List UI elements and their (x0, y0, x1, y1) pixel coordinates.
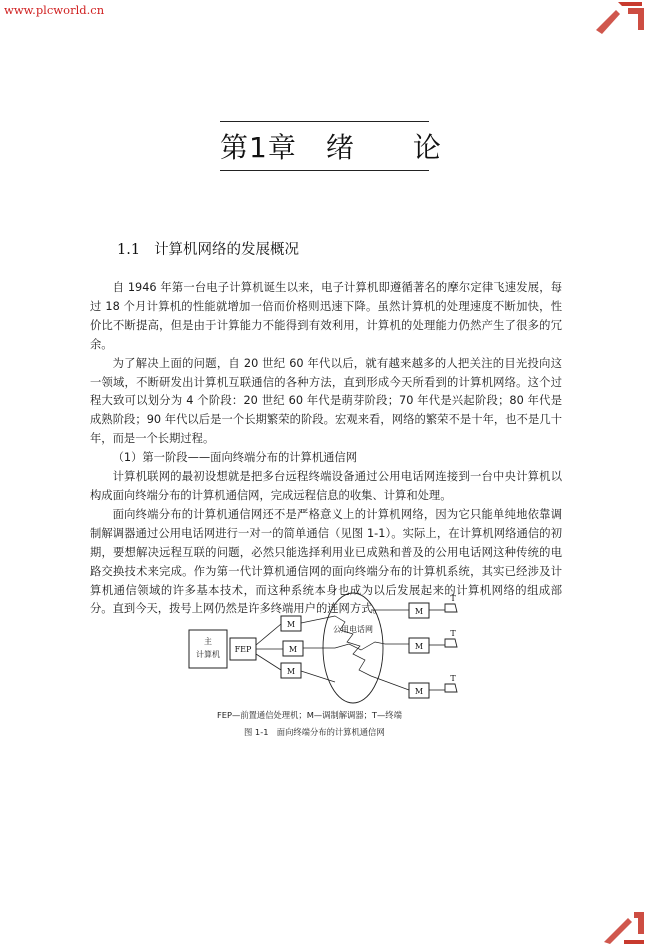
paragraph: 为了解决上面的问题，自 20 世纪 60 年代以后，就有越来越多的人把关注的目光投向这一领域，不断研发出计算机互联通信的各种方法，直到形成今天所看到的计算机网络。这个过程大致可以划分为 4 个阶段：20 世纪 60 年代是萌芽阶段；70 年代是兴起阶段；80 年代是成熟阶段；90 年代以后是一个长期繁荣的阶段。宏观来看，网络的繁荣不是十年，也不是几十年，而是一个长期过程。 (90, 356, 562, 446)
modem-label: M (414, 607, 424, 616)
paragraph: 自 1946 年第一台电子计算机诞生以来，电子计算机即遵循著名的摩尔定律飞速发展，每过 18 个月计算机的性能就增加一倍而价格则迅速下降。虽然计算机的处理速度不断加快，性价比不断提高，但是由于计算能力不能得到有效利用，计算机的处理能力仍然产生了很多的冗余。 (90, 281, 562, 351)
terminal-label: T (450, 594, 456, 603)
terminal-icon (445, 629, 457, 647)
section-title: 计算机网络的发展概况 (154, 242, 300, 258)
chapter-rule-top (220, 121, 429, 122)
chapter-rule-bottom (220, 170, 429, 171)
section-number: 1.1 (117, 242, 141, 258)
figure-legend: FEP—前置通信处理机；M—调制解调器；T—终端 (217, 710, 402, 720)
figure-network-diagram (185, 590, 475, 708)
seal-stamp-icon (588, 0, 648, 40)
paragraph: 计算机联网的最初设想就是把多台远程终端设备通过公用电话网连接到一台中央计算机以构成面向终端分布的计算机通信网，完成远程信息的收集、计算和处理。 (90, 470, 562, 502)
paragraph-subheading: （1）第一阶段——面向终端分布的计算机通信网 (112, 451, 358, 465)
seal-stamp-icon-bottom (598, 906, 648, 944)
chapter-title: 第1章 绪 论 (220, 131, 442, 164)
modem-label: M (288, 645, 298, 654)
modem-label: M (414, 687, 424, 696)
fep-label: FEP (234, 645, 252, 654)
figure-caption: 图 1-1 面向终端分布的计算机通信网 (244, 727, 385, 737)
terminal-icon (445, 594, 457, 612)
body-text (90, 279, 562, 619)
terminal-label: T (450, 674, 456, 683)
paragraph: 面向终端分布的计算机通信网还不是严格意义上的计算机网络，因为它只能单纯地依靠调制解调器通过公用电话网进行一对一的简单通信（见图 1-1）。实际上，在计算机网络通信的初期，要想解决远程互联的问题，必然只能选择利用业已成熟和普及的公用电话网这种传统的电路交换技术来完成。作为第一代计算机通信网的面向终端分布的计算机系统，其实已经涉及计算机通信领域的许多基本技术，而这种系统本身也成为以后发展起来的计算机网络的组成部分。直到今天，拨号上网仍然是许多终端用户的连网方式。 (90, 507, 562, 616)
modem-label: M (414, 642, 424, 651)
terminal-icon (445, 674, 457, 692)
modem-label: M (286, 620, 296, 629)
network-label: 公用电话网 (333, 625, 373, 634)
host-label-line2: 计算机 (196, 650, 220, 659)
terminal-label: T (450, 629, 456, 638)
section-heading (117, 238, 299, 259)
host-label-line1: 主 (204, 637, 212, 646)
host-computer-box (189, 630, 227, 668)
watermark-url: www.plcworld.cn (4, 3, 105, 17)
modem-label: M (286, 667, 296, 676)
